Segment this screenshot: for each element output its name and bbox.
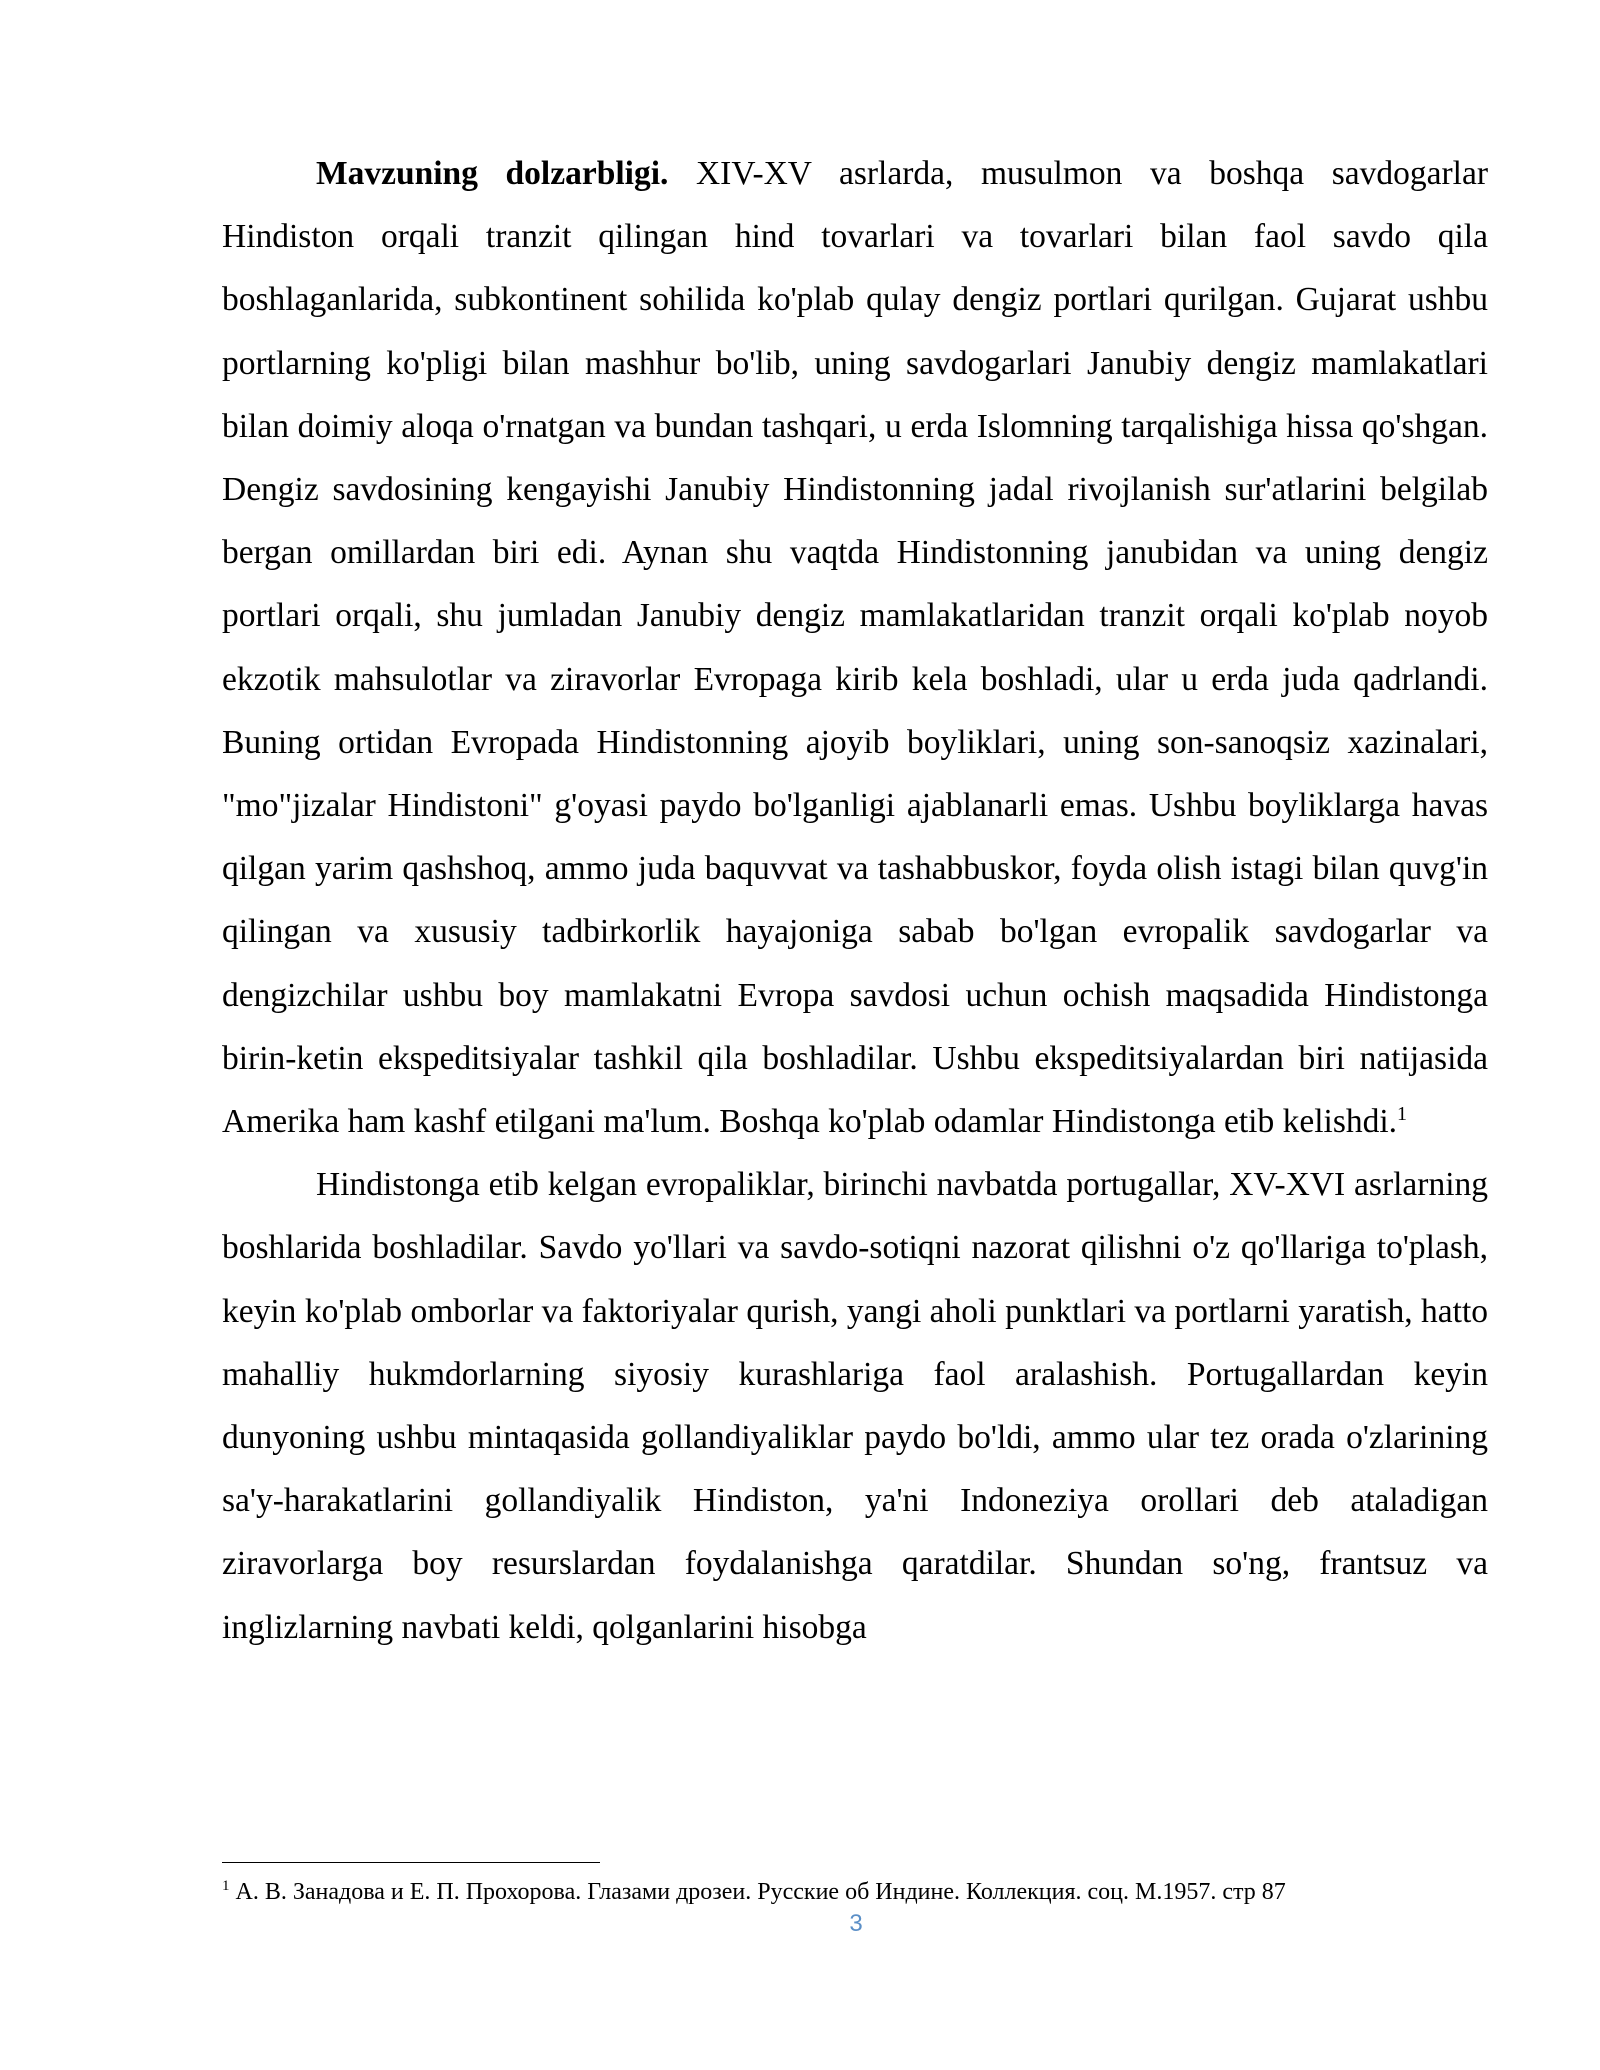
footnote-marker: 1 — [222, 1878, 230, 1894]
page-number: 3 — [849, 1910, 863, 1937]
footnote — [222, 1876, 1488, 1908]
paragraph-relevance — [222, 142, 1488, 1153]
section-lead-heading: Mavzuning dolzarbligi. — [316, 155, 669, 192]
footnote-reference[interactable]: 1 — [1397, 1102, 1408, 1125]
paragraph-text: Hindistonga etib kelgan evropaliklar, birinchi navbatda portugallar, XV-XVI asrlarning boshlarida boshladilar. Savdo yo'llari va savdo-sotiqni nazorat qilishni o'z qo'llariga to'plash, keyin ko'plab omborlar va faktoriyalar qurish, yangi aholi punktlari va portlarni yaratish, hatto mahalliy hukmdorlarning siyosiy kurashlariga faol aralashish. Portugallardan keyin dunyoning ushbu mintaqasida gollandiyaliklar paydo bo'ldi, ammo ular tez orada o'zlarining sa'y-harakatlarini gollandiyalik Hindiston, ya'ni Indoneziya orollari deb ataladigan ziravorlarga boy resurslardan foydalanishga qaratdilar. Shundan so'ng, frantsuz va inglizlarning navbati keldi, qolganlarini hisobga — [222, 1166, 1488, 1646]
body-text — [222, 142, 1488, 1659]
footnote-text: А. В. Занадова и Е. П. Прохорова. Глазами дрозеи. Русские об Индине. Коллекция. соц. М.1957. стр 87 — [229, 1879, 1286, 1905]
paragraph-text: XIV-XV asrlarda, musulmon va boshqa savdogarlar Hindiston orqali tranzit qilingan hind tovarlari va tovarlari bilan faol savdo qila boshlaganlarida, subkontinent sohilida ko'plab qulay dengiz portlari qurilgan. Gujarat ushbu portlarning ko'pligi bilan mashhur bo'lib, uning savdogarlari Janubiy dengiz mamlakatlari bilan doimiy aloqa o'rnatgan va bundan tashqari, u erda Islomning tarqalishiga hissa qo'shgan. Dengiz savdosining kengayishi Janubiy Hindistonning jadal rivojlanish sur'atlarini belgilab bergan omillardan biri edi. Aynan shu vaqtda Hindistonning janubidan va uning dengiz portlari orqali, shu jumladan Janubiy dengiz mamlakatlaridan tranzit orqali ko'plab noyob ekzotik mahsulotlar va ziravorlar Evropaga kirib kela boshladi, ular u erda juda qadrlandi. Buning ortidan Evropada Hindistonning ajoyib boyliklari, uning son-sanoqsiz xazinalari, "mo"jizalar Hindistoni" g'oyasi paydo bo'lganligi ajablanarli emas. Ushbu boyliklarga havas qilgan yarim qashshoq, ammo juda baquvvat va tashabbuskor, foyda olish istagi bilan quvg'in qilingan va xususiy tadbirkorlik hayajoniga sabab bo'lgan evropalik savdogarlar va dengizchilar ushbu boy mamlakatni Evropa savdosi uchun ochish maqsadida Hindistonga birin-ketin ekspeditsiyalar tashkil qila boshladilar. Ushbu ekspeditsiyalardan biri natijasida Amerika ham kashf etilgani ma'lum. Boshqa ko'plab odamlar Hindistonga etib kelishdi. — [222, 155, 1488, 1141]
paragraph-europeans — [222, 1153, 1488, 1659]
footnote-separator — [222, 1862, 600, 1863]
